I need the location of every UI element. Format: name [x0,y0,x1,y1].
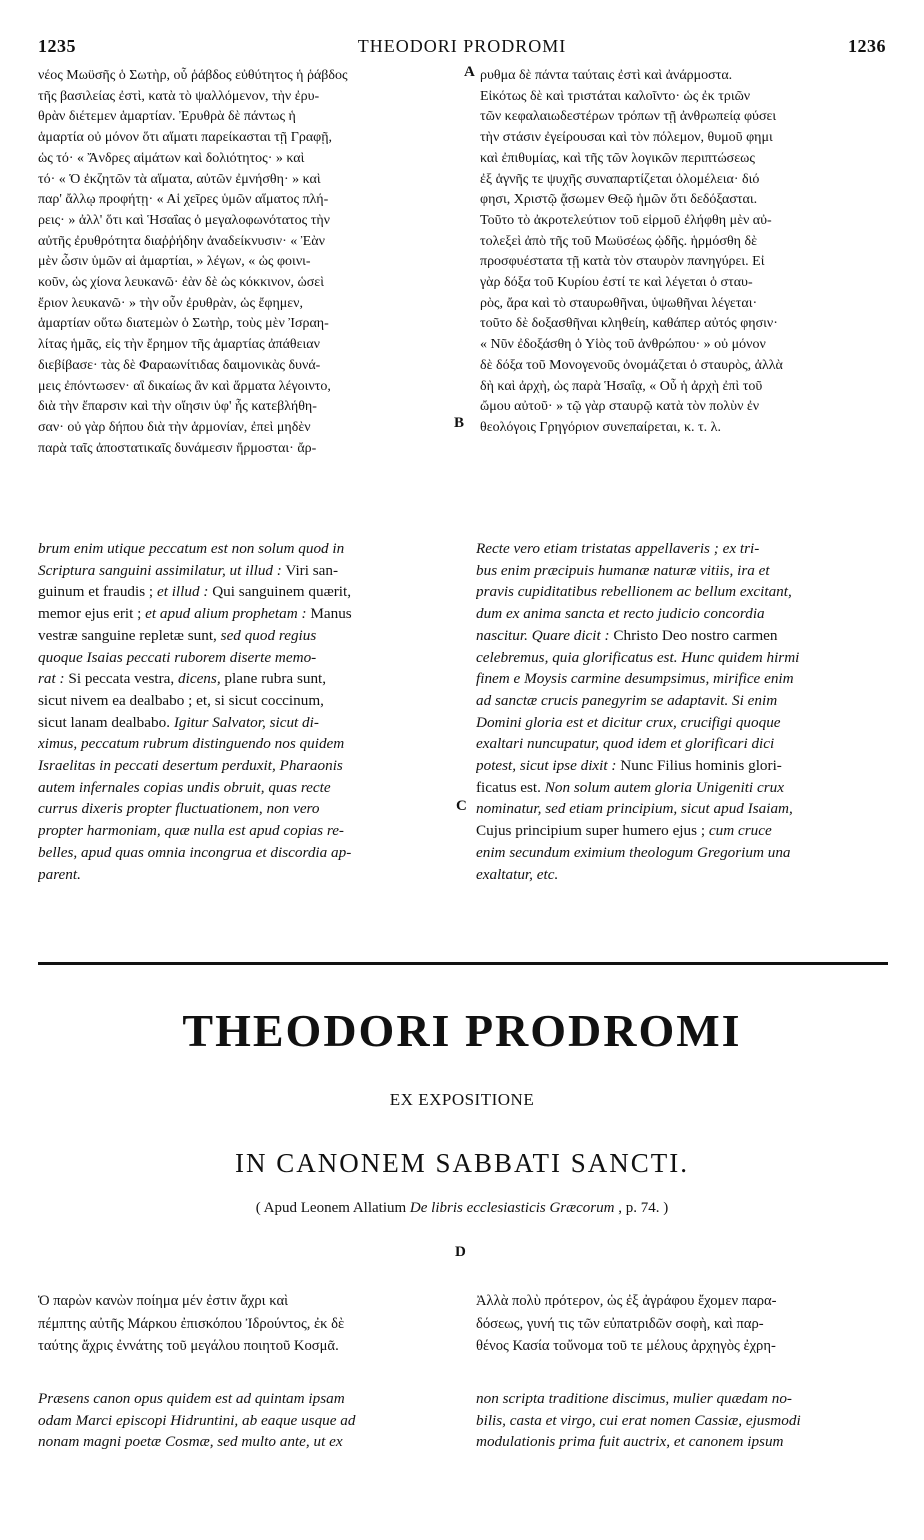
text-line [38,625,453,647]
text-line: ρυθμα δὲ πάντα ταύταις ἐστὶ καὶ ἀνάρμοστα. [480,68,733,83]
text-line [38,1410,456,1432]
text-line: λίτας ἡμᾶς, εἰς τὴν ἔρημον τῆς ἁμαρτίας ἀπάθειαν [38,337,320,353]
text-line: θεολόγοις Γρηγόριον συνεπαίρεται, κ. τ. λ. [480,419,721,435]
section-title: THEODORI PRODROMI [182,1005,742,1056]
text-line [476,647,888,669]
italic-segment: dum ex anima sancta et recto judicio concordia [476,605,765,623]
italic-segment: quoque Isaias peccati ruborem diserte memo- [38,648,317,666]
text-line [38,668,453,690]
text-line [38,777,453,799]
text-line: γὰρ δόξα τοῦ Κυρίου ἐστί τε καὶ λέγεται ὁ σταυ- [480,275,753,291]
italic-segment: celebremus, quia glorificatus est. Hunc quidem hirmi [476,648,800,666]
text-line [476,603,888,625]
text-line: τό· « Ὁ ἐκζητῶν τὰ αἵματα, αὐτῶν ἐμνήσθη· » καὶ [38,171,321,187]
italic-segment: finem e Moysis carmine desumpsimus, mirifice enim [476,670,794,688]
text-line: Τοῦτο τὸ ἀκροτελεύτιον τοῦ εἱρμοῦ ἐλήφθη μὲν αὐ- [480,212,772,228]
italic-segment: belles, apud quas omnia incongrua et discordia ap- [38,843,352,861]
page-number-left: 1235 [38,36,76,56]
italic-segment: pravis cupiditatibus rebellionem ac bellum excitant, [476,583,792,601]
italic-segment: Recte vero etiam tristatas appellaveris ; ex tri- [476,540,760,557]
margin-marker-d: D [455,1244,466,1260]
text-line [476,690,888,712]
italic-segment: bus enim præcipuis humanæ naturæ vitiis, ira et [476,561,770,579]
text-line [476,842,888,864]
text-line [38,647,453,669]
italic-segment: potest, sicut ipse dixit : [476,757,617,775]
text-line [476,1410,888,1432]
text-line: θρὰν διέτεμεν ἁμαρτίαν. Ἐρυθρὰ δὲ πάντως ἡ [38,109,296,125]
roman-segment: vestræ sanguine repletæ sunt, [38,626,217,644]
text-line: παρὰ ταῖς ἀποστατικαῖς δυνάμεσιν ἥρμοσται· ἄρ- [38,440,317,456]
text-line: ἁμαρτίαν οὕτω διατεμὼν ὁ Σωτὴρ, τοὺς μὲν Ἰσραη- [38,316,329,332]
latin-bottom-left-column [38,1388,456,1453]
italic-segment: nominatur, sed etiam principium, sicut apud Isaiam, [476,800,793,818]
italic-segment: non scripta traditione discimus, mulier quædam no- [476,1390,792,1407]
section-subtitle: EX EXPOSITIONE [389,1090,535,1109]
italic-segment: ad sanctæ crucis panegyrim se adaptavit. Si enim [476,691,778,709]
italic-segment: et illud : [153,583,209,601]
text-line: μεις ἐπόντωσεν· αἳ δικαίως ἂν καὶ ἅρματα λέγοιντο, [38,378,331,394]
text-line [476,538,888,560]
text-line: σαν· οὐ γὰρ δήπου διὰ τὴν ἁρμονίαν, ἐπεὶ μηδὲν [38,419,311,435]
text-line: τῶν κεφαλαιωδεστέρων τρόπων τῇ ἀνθρωπείᾳ φύσει [480,109,777,125]
text-line: διεβίβασε· τὰς δὲ Φαραωνίτιδας δαιμονικὰς δυνά- [38,357,321,373]
text-line [38,581,453,603]
latin-text-left-column [38,538,453,885]
text-line: νέος Μωϋσῆς ὁ Σωτὴρ, οὗ ῥάβδος εὐθύτητος ἡ ῥάβδος [38,68,348,83]
text-line: τῆς βασιλείας ἐστὶ, κατὰ τὸ ψαλλόμενον, τὴν ἐρυ- [38,88,320,104]
roman-segment: Si peccata vestra, [64,670,175,688]
italic-segment: ximus, peccatum rubrum distinguendo nos quidem [38,735,345,753]
italic-segment: nascitur. Quare dicit : [476,626,610,644]
roman-segment: guinum et fraudis ; [38,583,154,601]
roman-segment: ficatus est. [476,778,541,796]
roman-segment: memor ejus erit ; [38,605,142,623]
text-line: ρεις· » ἀλλ' ὅτι καὶ Ἡσαΐας ὁ μεγαλοφωνότατος τὴν [38,212,330,228]
text-line [476,625,888,647]
roman-segment: Nunc Filius hominis glori- [616,757,782,775]
italic-segment: currus dixeris propter fluctuationem, non vero [38,800,320,818]
text-line [38,690,453,712]
text-line: πέμπτης αὐτῆς Μάρκου ἐπισκόπου Ἰδρούντος, ἐκ δὲ [38,1315,345,1332]
italic-segment: propter harmoniam, quæ nulla est apud copias re- [38,822,344,840]
italic-segment: Domini gloria est et dicitur crux, crucifigi quoque [476,713,781,731]
text-line [476,560,888,582]
roman-segment: Qui sanguinem quærit, [208,583,352,601]
greek-text-left-column [38,66,463,459]
roman-segment: Viri san- [281,561,339,579]
section-divider [38,962,888,965]
roman-segment: Manus [306,605,352,623]
text-line [38,864,453,886]
text-line [476,712,888,734]
text-line [476,733,888,755]
text-line [38,712,453,734]
text-line: Ἀλλὰ πολὺ πρότερον, ὡς ἐξ ἀγράφου ἔχομεν παρα- [476,1293,777,1309]
text-line: καὶ ἐπιθυμίας, καὶ τῆς τῶν λογικῶν περιπτώσεως [480,150,755,166]
text-line: « Νῦν ἐδοξάσθη ὁ Υἱὸς τοῦ ἀνθρώπου· » οὐ μόνον [480,337,766,353]
text-line [38,1431,456,1453]
roman-segment: sicut nivem ea dealbabo ; et, si sicut coccinum, [38,691,324,709]
italic-segment: Non solum autem gloria Unigeniti crux [540,778,784,796]
italic-segment: rat : [38,670,65,688]
text-line [38,733,453,755]
text-line: τὴν στάσιν ἐγείρουσαι καὶ τὸν πόλεμον, θυμοῦ φημι [480,130,773,146]
italic-segment: Scriptura sanguini assimilatur, ut illud : [38,561,282,579]
text-line: τολεξεὶ ἀπὸ τῆς τοῦ Μωϋσέως ᾠδῆς. ἡρμόσθη δὲ [480,233,757,249]
text-line: προσφυέστατα τῇ κατὰ τὸν σταυρὸν πανηγύρει. Εἰ [480,254,765,270]
text-line: θένος Κασία τοὔνομα τοῦ τε μέλους ἀρχηγὸς ἐχρη- [476,1338,776,1354]
roman-segment: plane rubra sunt, [220,670,327,688]
greek-bottom-left-column [38,1290,458,1358]
italic-segment: bilis, casta et virgo, cui erat nomen Cassiæ, ejusmodi [476,1411,801,1429]
text-line: ἐξ ἁγνῆς τε ψυχῆς συναπαρτίζεται ὁλομέλεια· διό [480,171,760,187]
text-line [476,798,888,820]
citation-work-title: De libris ecclesiasticis Græcorum [409,1200,615,1216]
page-number-right: 1236 [848,36,886,56]
italic-segment: nonam magni poetæ Cosmæ, sed multo ante, ut ex [38,1433,343,1451]
citation-prefix: ( Apud Leonem Allatium [255,1200,410,1216]
text-line [476,1388,888,1410]
latin-bottom-right-column [476,1388,888,1453]
margin-marker-a: A [464,64,475,80]
text-line [476,1431,888,1453]
text-line [476,668,888,690]
text-line [476,777,888,799]
text-line: ρὸς, ἄρα καὶ τὸ σταυρωθῆναι, ὑψωθῆναι λέγεται· [480,295,758,311]
text-line [38,1388,456,1410]
section-heading: IN CANONEM SABBATI SANCTI. [234,1148,690,1178]
italic-segment: Israelitas in peccati desertum perduxit, Pharaonis [38,757,343,775]
italic-segment: modulationis prima fuit auctrix, et canonem ipsum [476,1433,784,1451]
italic-segment: exaltari nuncupatur, quod idem et glorificari dici [476,735,775,753]
text-line: κοῦν, ὡς χίονα λευκανῶ· ἐὰν δὲ ὡς κόκκινον, ὡσεὶ [38,275,324,291]
italic-segment: et apud alium prophetam : [141,605,307,623]
latin-text-right-column [476,538,888,885]
roman-segment: sicut lanam dealbabo. [38,713,171,731]
text-line [38,842,453,864]
text-line: ταύτης ἄχρις ἐννάτης τοῦ μεγάλου ποιητοῦ Κοσμᾶ. [38,1338,339,1354]
text-line: μὲν ὦσιν ὑμῶν αἱ ἁμαρτίαι, » λέγων, « ὡς φοινι- [38,254,311,270]
italic-segment: odam Marci episcopi Hidruntini, ab eaque usque ad [38,1411,356,1429]
italic-segment: dicens, [174,670,221,688]
text-line: δόσεως, γυνή τις τῶν εὐπατριδῶν σοφὴ, καὶ παρ- [476,1315,764,1332]
margin-marker-c: C [456,798,467,814]
citation-suffix: , p. 74. ) [618,1200,669,1216]
text-line [476,864,888,886]
text-line [38,798,453,820]
text-line: δὴ καὶ ἀρχὴ, ὡς παρὰ Ἡσαΐᾳ, « Οὗ ἡ ἀρχὴ ἐπὶ τοῦ [480,378,763,394]
greek-text-right-column [480,66,890,439]
italic-segment: enim secundum eximium theologum Gregorium una [476,843,791,861]
text-line: δὲ δόξα τοῦ Μονογενοῦς ὀνομάζεται ὁ σταυρὸς, ἀλλὰ [480,357,783,373]
running-title: THEODORI PRODROMI [357,36,567,56]
roman-segment: Cujus principium super humero ejus ; [476,822,706,840]
text-line: Εἰκότως δὲ καὶ τριστάται καλοῖντο· ὡς ἐκ τριῶν [480,88,751,104]
text-line: τοῦτο δὲ δοξασθῆναι κληθείη, καθάπερ αὐτός φησιν· [480,316,778,332]
text-line: φησι, Χριστῷ ᾄσωμεν Θεῷ ἡμῶν ὅτι δεδόξασται. [480,192,758,208]
text-line: αὐτῆς ἐρυθρότητα διαῤῥήδην ἀναδείκνυσιν· « Ἐὰν [38,233,325,249]
text-line [38,538,453,560]
text-line: διὰ τὴν ἔπαρσιν καὶ τὴν οἴησιν ὑφ' ἧς κατεβλήθη- [38,399,317,415]
margin-marker-b: B [454,415,465,431]
italic-segment: autem infernales copias undis obruit, quas recte [38,778,331,796]
italic-segment: brum enim utique peccatum est non solum quod in [38,540,345,557]
text-line [38,755,453,777]
italic-segment: parent. [38,865,81,883]
italic-segment: Præsens canon opus quidem est ad quintam ipsam [38,1390,345,1407]
text-line: ὤμου αὐτοῦ· » τῷ γὰρ σταυρῷ κατὰ τὸν πολὺν ἐν [480,399,760,415]
greek-bottom-right-column [476,1290,888,1358]
text-line [38,603,453,625]
text-line: παρ' ἄλλῳ προφήτῃ· « Αἱ χεῖρες ὑμῶν αἵματος πλή- [38,192,329,208]
text-line: Ὁ παρὼν κανὼν ποίημα μέν ἐστιν ἄχρι καὶ [38,1293,289,1309]
source-citation [0,1200,924,1217]
italic-segment: exaltatur, etc. [476,865,559,883]
text-line [476,820,888,842]
roman-segment: Christo Deo nostro carmen [609,626,778,644]
text-line [476,581,888,603]
text-line: ἁμαρτία οὐ μόνον ὅτι αἵματι παρείκασται τῇ Γραφῇ, [38,130,333,146]
italic-segment: sed quod regius [216,626,317,644]
text-line [476,755,888,777]
text-line [38,560,453,582]
text-line: ὡς τό· « Ἄνδρες αἱμάτων καὶ δολιότητος· » καὶ [38,150,305,166]
text-line [38,820,453,842]
text-line: ἔριον λευκανῶ· » τὴν οὖν ἐρυθρὰν, ὡς ἔφημεν, [38,295,303,311]
italic-segment: Igitur Salvator, sicut di- [170,713,319,731]
italic-segment: cum cruce [705,822,772,840]
